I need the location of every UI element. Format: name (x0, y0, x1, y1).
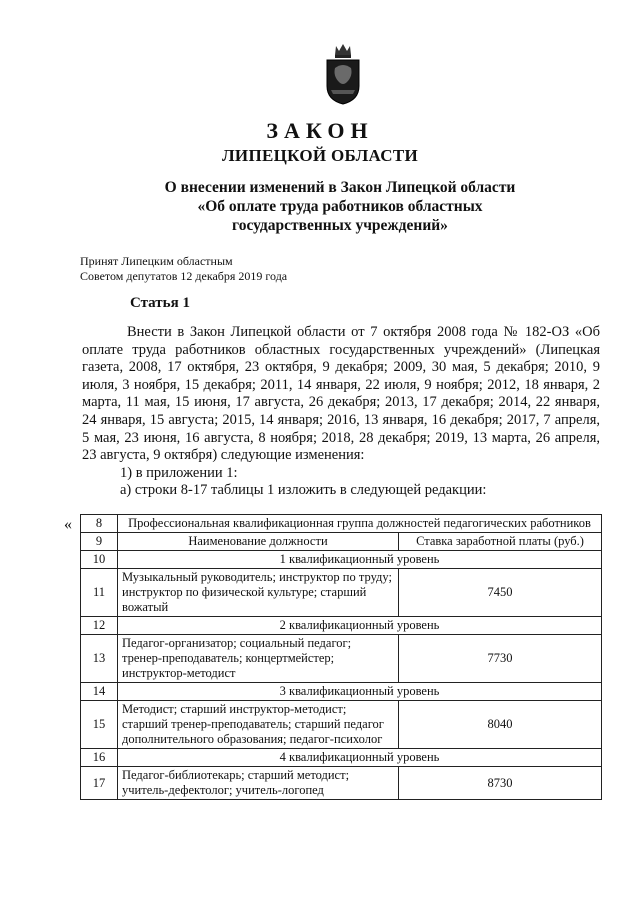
table-row (81, 617, 602, 635)
position-names: Музыкальный руководитель; инструктор по труду; инструктор по физической культуре; старший вожатый (118, 569, 399, 617)
table-row (81, 533, 602, 551)
row-number: 10 (81, 551, 118, 569)
row-number: 8 (81, 515, 118, 533)
row-number: 13 (81, 635, 118, 683)
table-row (81, 635, 602, 683)
article-paragraph: Внести в Закон Липецкой области от 7 октября 2008 года № 182-ОЗ «Об оплате труда работников областных государственных учреждений» (Липецкая газета, 2008, 17 октября, 23 октября, 9 декабря; 2009, 30 мая, 5 декабря; 2010, 9 июля, 3 ноября, 15 декабря; 2011, 14 января, 22 июля, 9 ноября; 2012, 18 января, 2 марта, 11 мая, 15 июня, 17 августа, 26 декабря; 2013, 17 декабря; 2014, 22 января, 24 января, 15 августа; 2015, 14 января; 2016, 13 января, 16 декабря; 2017, 7 апреля, 5 мая, 23 июня, 16 августа, 8 ноября; 2018, 28 декабря; 2019, 13 марта, 26 апреля, 23 августа, 9 октября) следующие изменения: (82, 324, 600, 464)
row-number: 14 (81, 683, 118, 701)
row-number: 16 (81, 749, 118, 767)
table-row (81, 701, 602, 749)
group-header: Профессиональная квалификационная группа должностей педагогических работников (118, 515, 602, 533)
salary-table (80, 514, 602, 800)
article-item: 1) в приложении 1: (120, 464, 238, 481)
qualification-level: 2 квалификационный уровень (118, 617, 602, 635)
qualification-level: 3 квалификационный уровень (118, 683, 602, 701)
article-heading: Статья 1 (130, 295, 190, 311)
salary-rate: 7730 (399, 635, 602, 683)
column-header-rate: Ставка заработной платы (руб.) (399, 533, 602, 551)
open-quote-mark: « (64, 516, 72, 533)
row-number: 12 (81, 617, 118, 635)
table-row (81, 749, 602, 767)
position-names: Педагог-библиотекарь; старший методист; учитель-дефектолог; учитель-логопед (118, 767, 399, 800)
qualification-level: 1 квалификационный уровень (118, 551, 602, 569)
table-row (81, 683, 602, 701)
row-number: 15 (81, 701, 118, 749)
subtitle-line: «Об оплате труда работников областных (197, 198, 483, 215)
subtitle-line: О внесении изменений в Закон Липецкой области (164, 179, 516, 196)
qualification-level: 4 квалификационный уровень (118, 749, 602, 767)
article-body (82, 324, 600, 500)
article-item: а) строки 8-17 таблицы 1 изложить в следующей редакции: (120, 482, 487, 499)
position-names: Педагог-организатор; социальный педагог; тренер-преподаватель; концертмейстер; инструктор-методист (118, 635, 399, 683)
adoption-line: Принят Липецким областным (80, 254, 233, 268)
table-row (81, 551, 602, 569)
table-row (81, 515, 602, 533)
position-names: Методист; старший инструктор-методист; старший тренер-преподаватель; старший педагог дополнительного образования; педагог-психолог (118, 701, 399, 749)
table-row (81, 767, 602, 800)
adoption-line: Советом депутатов 12 декабря 2019 года (80, 269, 288, 283)
row-number: 9 (81, 533, 118, 551)
law-subtitle (0, 178, 640, 235)
column-header-position: Наименование должности (118, 533, 399, 551)
salary-rate: 8040 (399, 701, 602, 749)
law-title: ЗАКОН (266, 118, 374, 143)
table-row (81, 569, 602, 617)
salary-rate: 8730 (399, 767, 602, 800)
salary-rate: 7450 (399, 569, 602, 617)
row-number: 11 (81, 569, 118, 617)
row-number: 17 (81, 767, 118, 800)
adoption-note (80, 254, 287, 284)
coat-of-arms-icon (323, 42, 363, 106)
subtitle-line: государственных учреждений» (232, 217, 448, 234)
law-region: ЛИПЕЦКОЙ ОБЛАСТИ (221, 146, 419, 165)
